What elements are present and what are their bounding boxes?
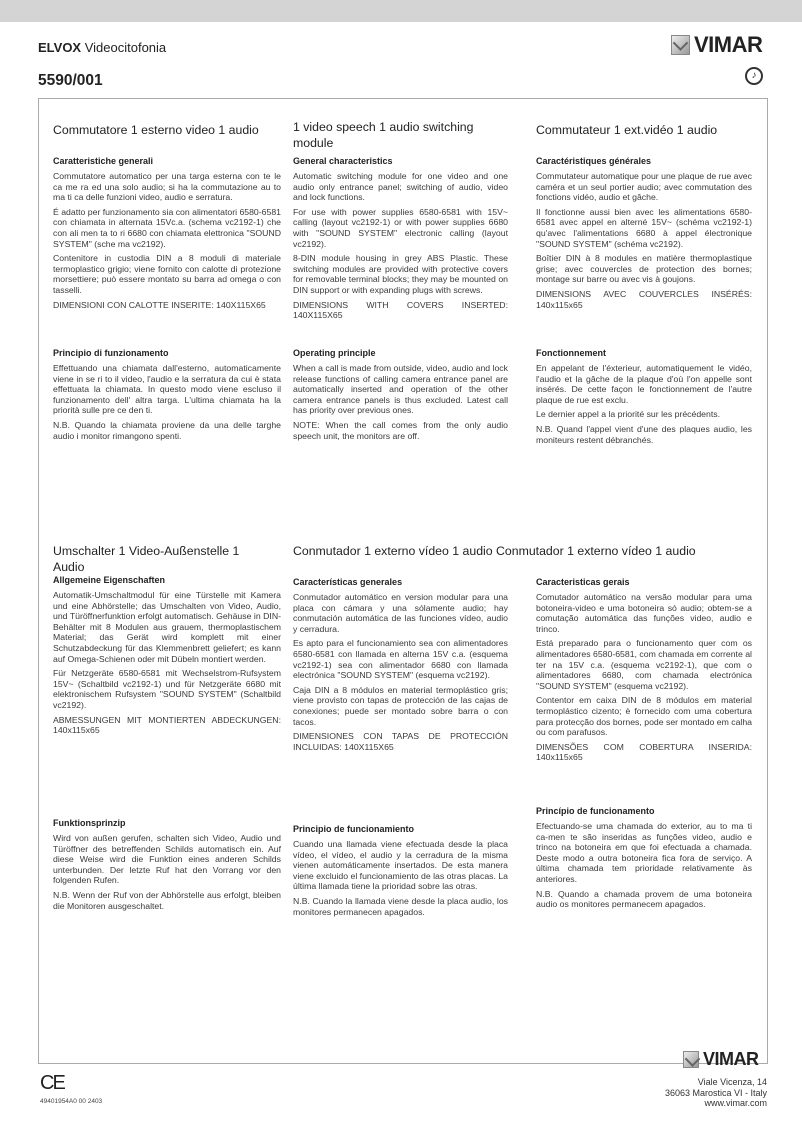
column-french <box>536 122 752 542</box>
section <box>53 818 281 915</box>
paragraph: Está preparado para o funcionamento quer com os alimentadores 6580-6581, com chamada em corrente al ter na 15V c.a. (esquema vc2192-1), que com o alimentadores 6680, com chamada electrónica "SOUND SYSTEM" (esquema vc2192). <box>536 638 752 691</box>
paragraph: For use with power supplies 6580-6581 with 15V~ calling (layout vc2192-1) or with power supplies 6680 with "SOUND SYSTEM" electronic calling (layout vc2192). <box>293 206 508 249</box>
section <box>293 824 508 921</box>
brand-line <box>38 40 166 55</box>
paragraph: Efectuando-se uma chamada do exterior, au to ma ti ca-men te são inseridas as funções video, audio e trinco na botoneira em que foi efectuada a chamada. Deste modo a outra botoneira fica fora de serviço. A última chamada tem prioridade relativamente às anteriores. <box>536 821 752 884</box>
vimar-logo-text: VIMAR <box>694 32 763 57</box>
paragraph: DIMENSIONS AVEC COUVERCLES INSÉRÉS: 140x115x65 <box>536 288 752 310</box>
section <box>536 348 752 449</box>
paragraph: ABMESSUNGEN MIT MONTIERTEN ABDECKUNGEN: 140x115x65 <box>53 714 281 736</box>
paragraph: Commutateur automatique pour une plaque de rue avec caméra et un seul portier audio; avec commutation des fonctions vidéo, audio et gâche. <box>536 171 752 203</box>
paragraph: Effettuando una chiamata dall'esterno, automaticamente viene in se ri to il video, l'audio e la serratura da cui è stata effettuata la chiamata. In questo modo viene escluso il funzionamento dell' altra targa. L'ultima chiamata ha la priorità sulle pre ce den ti. <box>53 363 281 416</box>
section-heading: Caratteristiche generali <box>53 156 154 166</box>
paragraph: Conmutador automático en version modular para una placa con cámara y una sólamente audio; hay conmutación automática de las funciones vídeo, audio y cerradura. <box>293 592 508 634</box>
section-heading: General characteristics <box>293 156 393 166</box>
paragraph: N.B. Quando a chamada provem de uma botoneira audio os monitores permanecem apagados. <box>536 888 752 910</box>
paragraph: Caja DIN a 8 módulos en material termoplástico gris; viene provisto con tapas de protección de las cajas de conexiones; puede ser montado sobre barra o con tacos. <box>293 684 508 727</box>
paragraph: Il fonctionne aussi bien avec les alimentations 6580-6581 avec appel en alterné 15V~ (schéma vc2192-1) qu'avec l'alimentations 6680 à appel électronique "SOUND SYSTEM" (schéma vc2192). <box>536 206 752 249</box>
paragraph: Boîtier DIN à 8 modules en matière thermoplastique grise; avec couvercles de protection des bornes; montage sur barre ou avec vis à goujons. <box>536 253 752 285</box>
paragraph: Contenitore in custodia DIN a 8 moduli di materiale termoplastico grigio; viene fornito con calotte di protezione morsettiere; può essere montato su barra ad omega o con tasselli. <box>53 253 281 295</box>
section-heading: Caractéristiques générales <box>536 156 652 166</box>
section-heading: Fonctionnement <box>536 348 606 358</box>
section-heading: Principio di funzionamento <box>53 348 169 358</box>
section-heading: Princípio de funcionamento <box>536 806 655 816</box>
website-link[interactable]: www.vimar.com <box>704 1098 767 1108</box>
product-code: 5590/001 <box>38 72 103 89</box>
section <box>53 575 281 740</box>
section <box>293 156 508 325</box>
paragraph: En appelant de l'éxterieur, automatiquement le vidéo, l'audio et la gâche de la plaque d'où l'on appelle sont insérés. De cette façon le fonctionnement de l'autre plaque de rue est exclu. <box>536 363 752 405</box>
column-title: 1 video speech 1 audio switching module <box>293 120 474 150</box>
footer-vimar-logo <box>683 1049 759 1070</box>
section <box>536 577 752 767</box>
paragraph: N.B. Quando la chiamata proviene da una delle targhe audio i monitor rimangono spenti. <box>53 419 281 441</box>
vimar-logo-mark-icon <box>683 1051 699 1068</box>
section-heading: Características generales <box>293 577 403 587</box>
column-title: Umschalter 1 Video-Außenstelle 1 Audio <box>53 544 240 574</box>
column-italian <box>53 122 281 542</box>
section-heading: Allgemeine Eigenschaften <box>53 575 166 585</box>
section-heading: Operating principle <box>293 348 376 358</box>
column-english <box>293 119 508 539</box>
paragraph: Le dernier appel a la priorité sur les précédents. <box>536 409 720 420</box>
section <box>536 156 752 314</box>
paragraph: DIMENSIONES CON TAPAS DE PROTECCIÓN INCLUIDAS: 140X115X65 <box>293 731 508 752</box>
paragraph: É adatto per funzionamento sia con alimentatori 6580-6581 con chiamata in alternata 15Vc.a. (schema vc2192-1) che con ali men ta to ri 6680 con chiamata elettronica "SOUND SYSTEM" (sche ma vc2192). <box>53 206 281 249</box>
paragraph: When a call is made from outside, video, audio and lock release functions of calling camera entrance panel are automatically inserted and operation of the other camera entrance panels is thus excluded. Latest call has priority over previous ones. <box>293 363 508 416</box>
section <box>293 348 508 445</box>
vimar-logo-mark-icon <box>671 35 690 55</box>
section-heading: Principio de funcionamiento <box>293 824 415 834</box>
paragraph: Comutador automático na versão modular para uma botoneira-video e uma botoneira só audio; obtem-se a comutação automática das funções video, audio e trinco. <box>536 592 752 634</box>
paragraph: Für Netzgeräte 6580-6581 mit Wechselstrom-Rufsystem 15V~ (Schaltbild vc2192-1) und für Netzgeräte 6680 mit elektronischem Rufsystem "SOUND SYSTEM" (Schaltbild vc2192). <box>53 668 281 710</box>
top-gray-bar <box>0 0 802 22</box>
footer-logo-text: VIMAR <box>703 1049 759 1069</box>
paragraph: 8-DIN module housing in grey ABS Plastic. These switching modules are provided with protective covers for removable terminal blocks; they may be mounted on DIN support or with expanding plugs with screws. <box>293 253 508 295</box>
paragraph: NOTE: When the call comes from the only audio speech unit, the monitors are off. <box>293 419 508 441</box>
address-street: Viale Vicenza, 14 <box>697 1077 767 1087</box>
document-number: 49401954A0 00 2403 <box>40 1098 103 1105</box>
paragraph: Cuando una llamada viene efectuada desde la placa vídeo, el vídeo, el audio y la cerradura de la misma vienen automáticamente insertados. De esta manera viene excluido el funcionamiento de las otras placas. La última llamada tiene la prioridad sobre las otras. <box>293 839 508 892</box>
section <box>53 156 281 314</box>
paragraph: N.B. Quand l'appel vient d'une des plaques audio, les moniteurs restent débranchés. <box>536 423 752 445</box>
column-german <box>53 543 281 963</box>
section <box>536 806 752 914</box>
paragraph: N.B. Wenn der Ruf von der Abhörstelle aus erfolgt, bleiben die Monitoren ausgeschaltet. <box>53 889 281 911</box>
brand-division: Videocitofonia <box>81 40 167 55</box>
vimar-logo <box>671 32 762 58</box>
section <box>293 577 508 756</box>
paragraph: DIMENSIONS WITH COVERS INSERTED: 140X115X65 <box>293 299 508 321</box>
paragraph: Commutatore automatico per una targa esterna con te le ca me ra ed una solo audio; si ha la commutazione au to ma ti ca delle funzioni video, audio e serratura. <box>53 171 281 203</box>
ce-mark: CE <box>40 1072 64 1094</box>
paragraph: Es apto para el funcionamiento sea con alimentadores 6580-6581 con llamada en alterna 15V c.a. (esquema vc2192-1) sea con alimentador 6680 con llamada electrónica "SOUND SYSTEM" (esquema vc2192). <box>293 638 508 681</box>
section-heading: Caracteristicas gerais <box>536 577 630 587</box>
paragraph: Contentor em caixa DIN de 8 módulos em material termoplástico cizento; è fornecido com uma cobertura para protecção dos bornes, pode ser montado em calha ou com parafusos. <box>536 695 752 738</box>
section-heading: Funktionsprinzip <box>53 818 126 828</box>
paragraph: Wird von außen gerufen, schalten sich Video, Audio und Türöffner des betreffenden Schilds automatisch ein. Auf diese Weise wird die Funktion eines anderen Schilds unterbunden. Der letzte Ruf hat den Vorrang vor den folgenden Rufen. <box>53 833 281 886</box>
paragraph: DIMENSIONI CON CALOTTE INSERITE: 140X115X65 <box>53 299 266 310</box>
section <box>53 348 281 445</box>
column-portuguese <box>536 543 752 963</box>
column-title: Commutateur 1 ext.vidéo 1 audio <box>536 123 718 137</box>
paragraph: Automatik-Umschaltmodul für eine Türstelle mit Kamera und eine Abhörstelle; das Umschalten von Video, Audio, und Türöffnerfunktion erfolgt automatisch. Gehäuse in DIN-Behälter mit 8 Modulen aus grauem, thermoplastischem Material; das Gerät wird komplett mit einer Schutzabdeckung für das Klemmenbrett geliefert; es kann auf Omega-Schienen oder mit Dübeln montiert werden. <box>53 590 281 664</box>
paragraph: DIMENSÕES COM COBERTURA INSERIDA: 140x115x65 <box>536 741 752 763</box>
company-address <box>665 1077 767 1109</box>
sound-system-icon: ♪ <box>745 67 763 85</box>
address-city: 36063 Marostica VI - Italy <box>664 1087 767 1098</box>
paragraph: N.B. Cuando la llamada viene desde la placa audio, los monitores permanecen apagados. <box>293 895 508 917</box>
column-title: Commutatore 1 esterno video 1 audio <box>53 123 259 137</box>
column-title: Conmutador 1 externo vídeo 1 audio Conmutador 1 externo vídeo 1 audio <box>293 544 696 558</box>
paragraph: Automatic switching module for one video and one audio only entrance panel; switching of audio, video and lock functions. <box>293 171 508 203</box>
brand-name: ELVOX <box>38 40 82 55</box>
